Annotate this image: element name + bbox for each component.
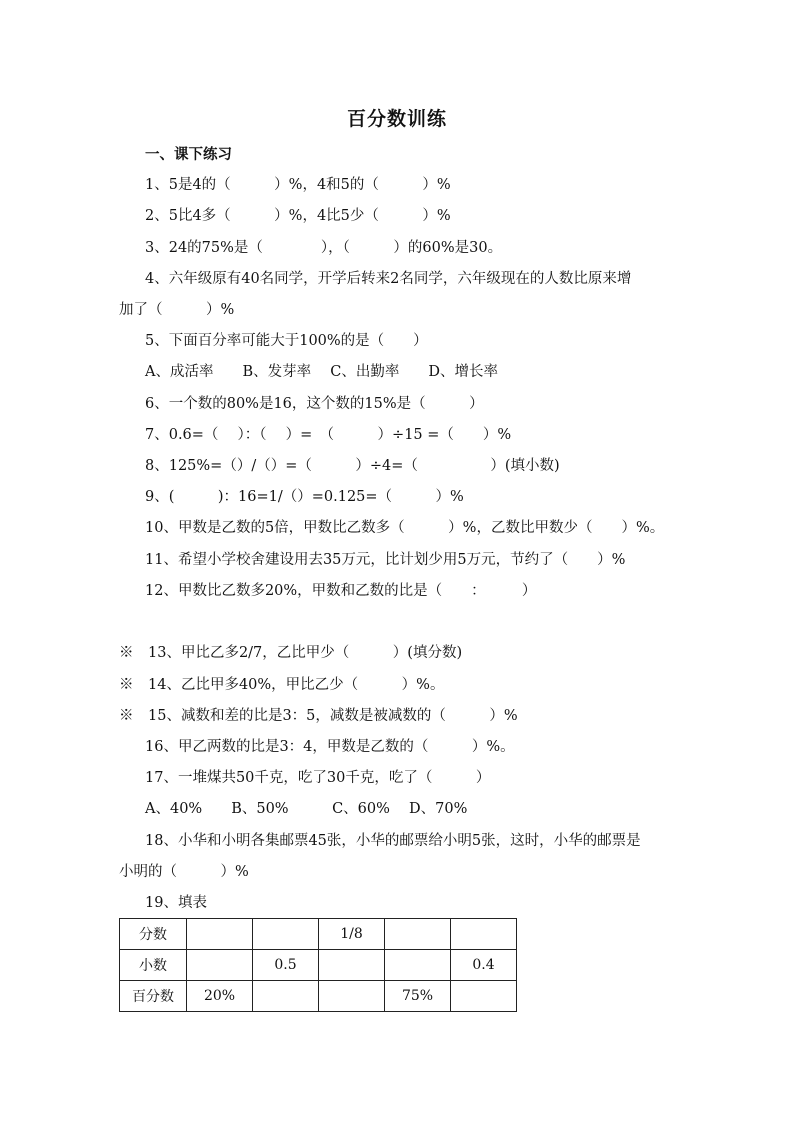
page-title: 百分数训练 [346, 108, 447, 130]
question-7: 7、0.6=（ ）：（ ）= （ ）÷15 =（ ）% [145, 427, 512, 443]
question-5-options: A、成活率 B、发芽率 C、出勤率 D、增长率 [145, 364, 498, 380]
question-5: 5、下面百分率可能大于100%的是（ ） [145, 333, 428, 349]
table-cell [319, 981, 385, 1012]
table-cell: 小数 [120, 950, 187, 981]
table-cell [451, 981, 517, 1012]
question-10: 10、甲数是乙数的5倍，甲数比乙数多（ ）%，乙数比甲数少（ ）%。 [145, 520, 665, 536]
question-17: 17、一堆煤共50千克，吃了30千克，吃了（ ） [145, 770, 491, 786]
table-cell: 百分数 [120, 981, 187, 1012]
question-9: 9、( )：16=1/（）=0.125=（ ）% [145, 489, 464, 505]
question-15: ※ 15、减数和差的比是3：5，减数是被减数的（ ）% [119, 708, 518, 724]
table-cell: 分数 [120, 919, 187, 950]
table-row [120, 950, 517, 981]
question-3: 3、24的75%是（ ），（ ）的60%是30。 [145, 240, 503, 256]
table-cell: 0.4 [451, 950, 517, 981]
question-6: 6、一个数的80%是16，这个数的15%是（ ） [145, 396, 484, 412]
table-cell [187, 919, 253, 950]
question-18: 18、小华和小明各集邮票45张，小华的邮票给小明5张，这时，小华的邮票是 [145, 833, 641, 849]
question-19: 19、填表 [145, 895, 207, 911]
table-cell: 1/8 [319, 919, 385, 950]
table-row [120, 919, 517, 950]
question-1: 1、5是4的（ ）%，4和5的（ ）% [145, 177, 451, 193]
question-14: ※ 14、乙比甲多40%，甲比乙少（ ）%。 [119, 677, 445, 693]
question-17-options: A、40% B、50% C、60% D、70% [145, 801, 468, 817]
table-cell [385, 919, 451, 950]
question-11: 11、希望小学校舍建设用去35万元，比计划少用5万元，节约了（ ）% [145, 552, 626, 568]
table-cell [253, 981, 319, 1012]
table-cell [385, 950, 451, 981]
question-4-cont: 加了（ ）% [119, 302, 235, 318]
table-cell [319, 950, 385, 981]
question-2: 2、5比4多（ ）%，4比5少（ ）% [145, 208, 451, 224]
table-cell [253, 919, 319, 950]
question-13: ※ 13、甲比乙多2/7，乙比甲少（ ）(填分数) [119, 645, 463, 661]
question-4: 4、六年级原有40名同学，开学后转来2名同学，六年级现在的人数比原来增 [145, 271, 632, 287]
question-12: 12、甲数比乙数多20%，甲数和乙数的比是（ ： ） [145, 583, 537, 599]
table-cell: 20% [187, 981, 253, 1012]
question-16: 16、甲乙两数的比是3：4，甲数是乙数的（ ）%。 [145, 739, 515, 755]
question-8: 8、125%=（）/（）=（ ）÷4=（ ）(填小数) [145, 458, 560, 474]
table-cell: 0.5 [253, 950, 319, 981]
question-18-cont: 小明的（ ）% [119, 864, 249, 880]
table-cell: 75% [385, 981, 451, 1012]
table-cell [187, 950, 253, 981]
table-row [120, 981, 517, 1012]
table-cell [451, 919, 517, 950]
fill-table [119, 918, 517, 1012]
section-heading: 一、课下练习 [145, 146, 232, 163]
